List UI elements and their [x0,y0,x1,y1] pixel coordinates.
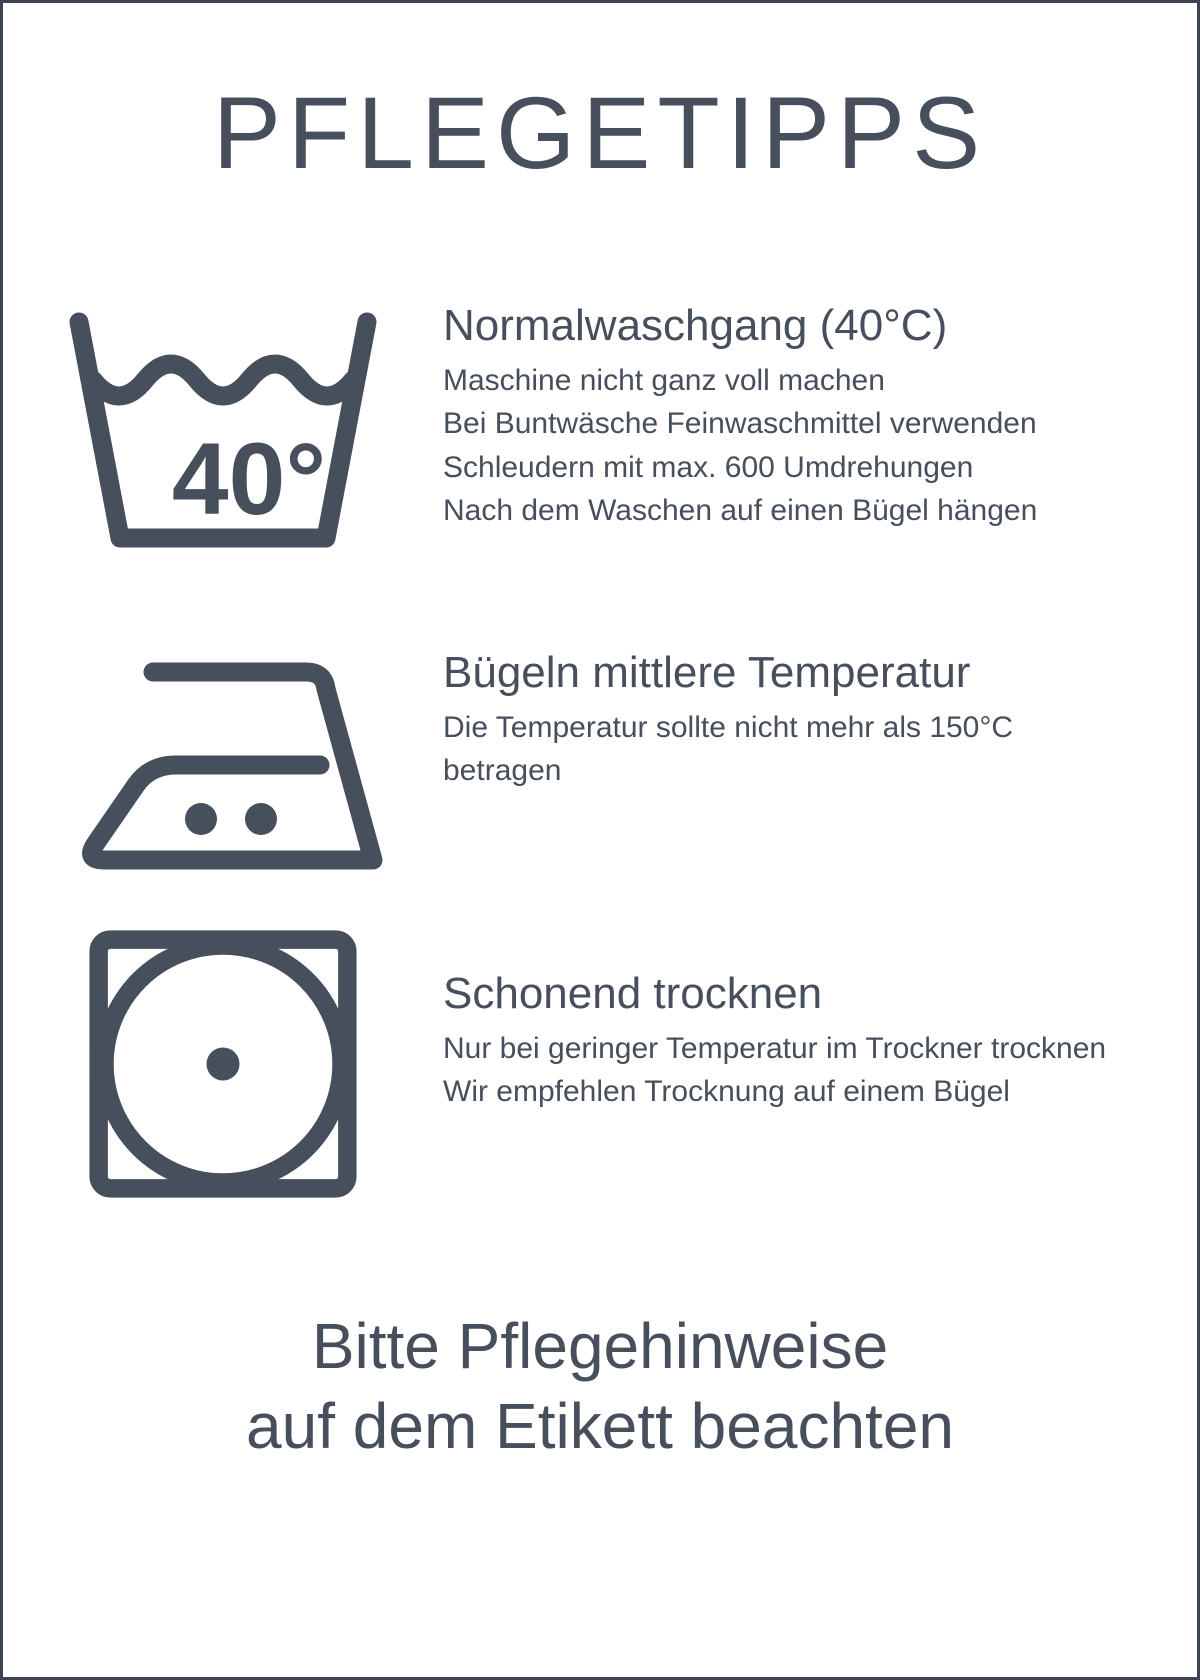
care-heading-dry: Schonend trocknen [443,969,823,1018]
iron-text-block [443,603,1123,793]
wash-40-icon [67,312,379,549]
tumble-dry-low-icon [87,928,359,1200]
care-heading-wash: Normalwaschgang (40°C) [443,301,948,350]
care-line: Schleudern mit max. 600 Umdrehungen [443,450,974,484]
iron-icon-container [3,603,443,875]
care-line: Maschine nicht ganz voll machen [443,363,885,397]
page-title: PFLEGETIPPS [212,76,988,190]
wash-icon-container [3,298,443,549]
wash-temperature-label: 40° [171,422,327,536]
footer-line-1: Bitte Pflegehinweise [311,1310,889,1382]
iron-two-dots-icon [58,617,388,875]
care-section-wash [3,298,1197,549]
care-section-iron [3,603,1197,875]
dry-icon-container [3,918,443,1200]
wash-text-block [443,298,1037,533]
footer-note [3,1306,1197,1466]
care-line: Bei Buntwäsche Feinwaschmittel verwenden [443,407,1037,441]
care-line: Nur bei geringer Temperatur im Trockner trocknen [443,1031,1107,1065]
footer-line-2: auf dem Etikett beachten [246,1390,954,1462]
care-line: Die Temperatur sollte nicht mehr als 150°C betragen [443,710,1014,788]
care-line: Wir empfehlen Trocknung auf einem Bügel [443,1075,1010,1109]
care-section-dry [3,918,1197,1200]
care-heading-iron: Bügeln mittlere Temperatur [443,648,971,697]
care-line: Nach dem Waschen auf einen Bügel hängen [443,494,1038,528]
dry-text-block [443,918,1106,1114]
